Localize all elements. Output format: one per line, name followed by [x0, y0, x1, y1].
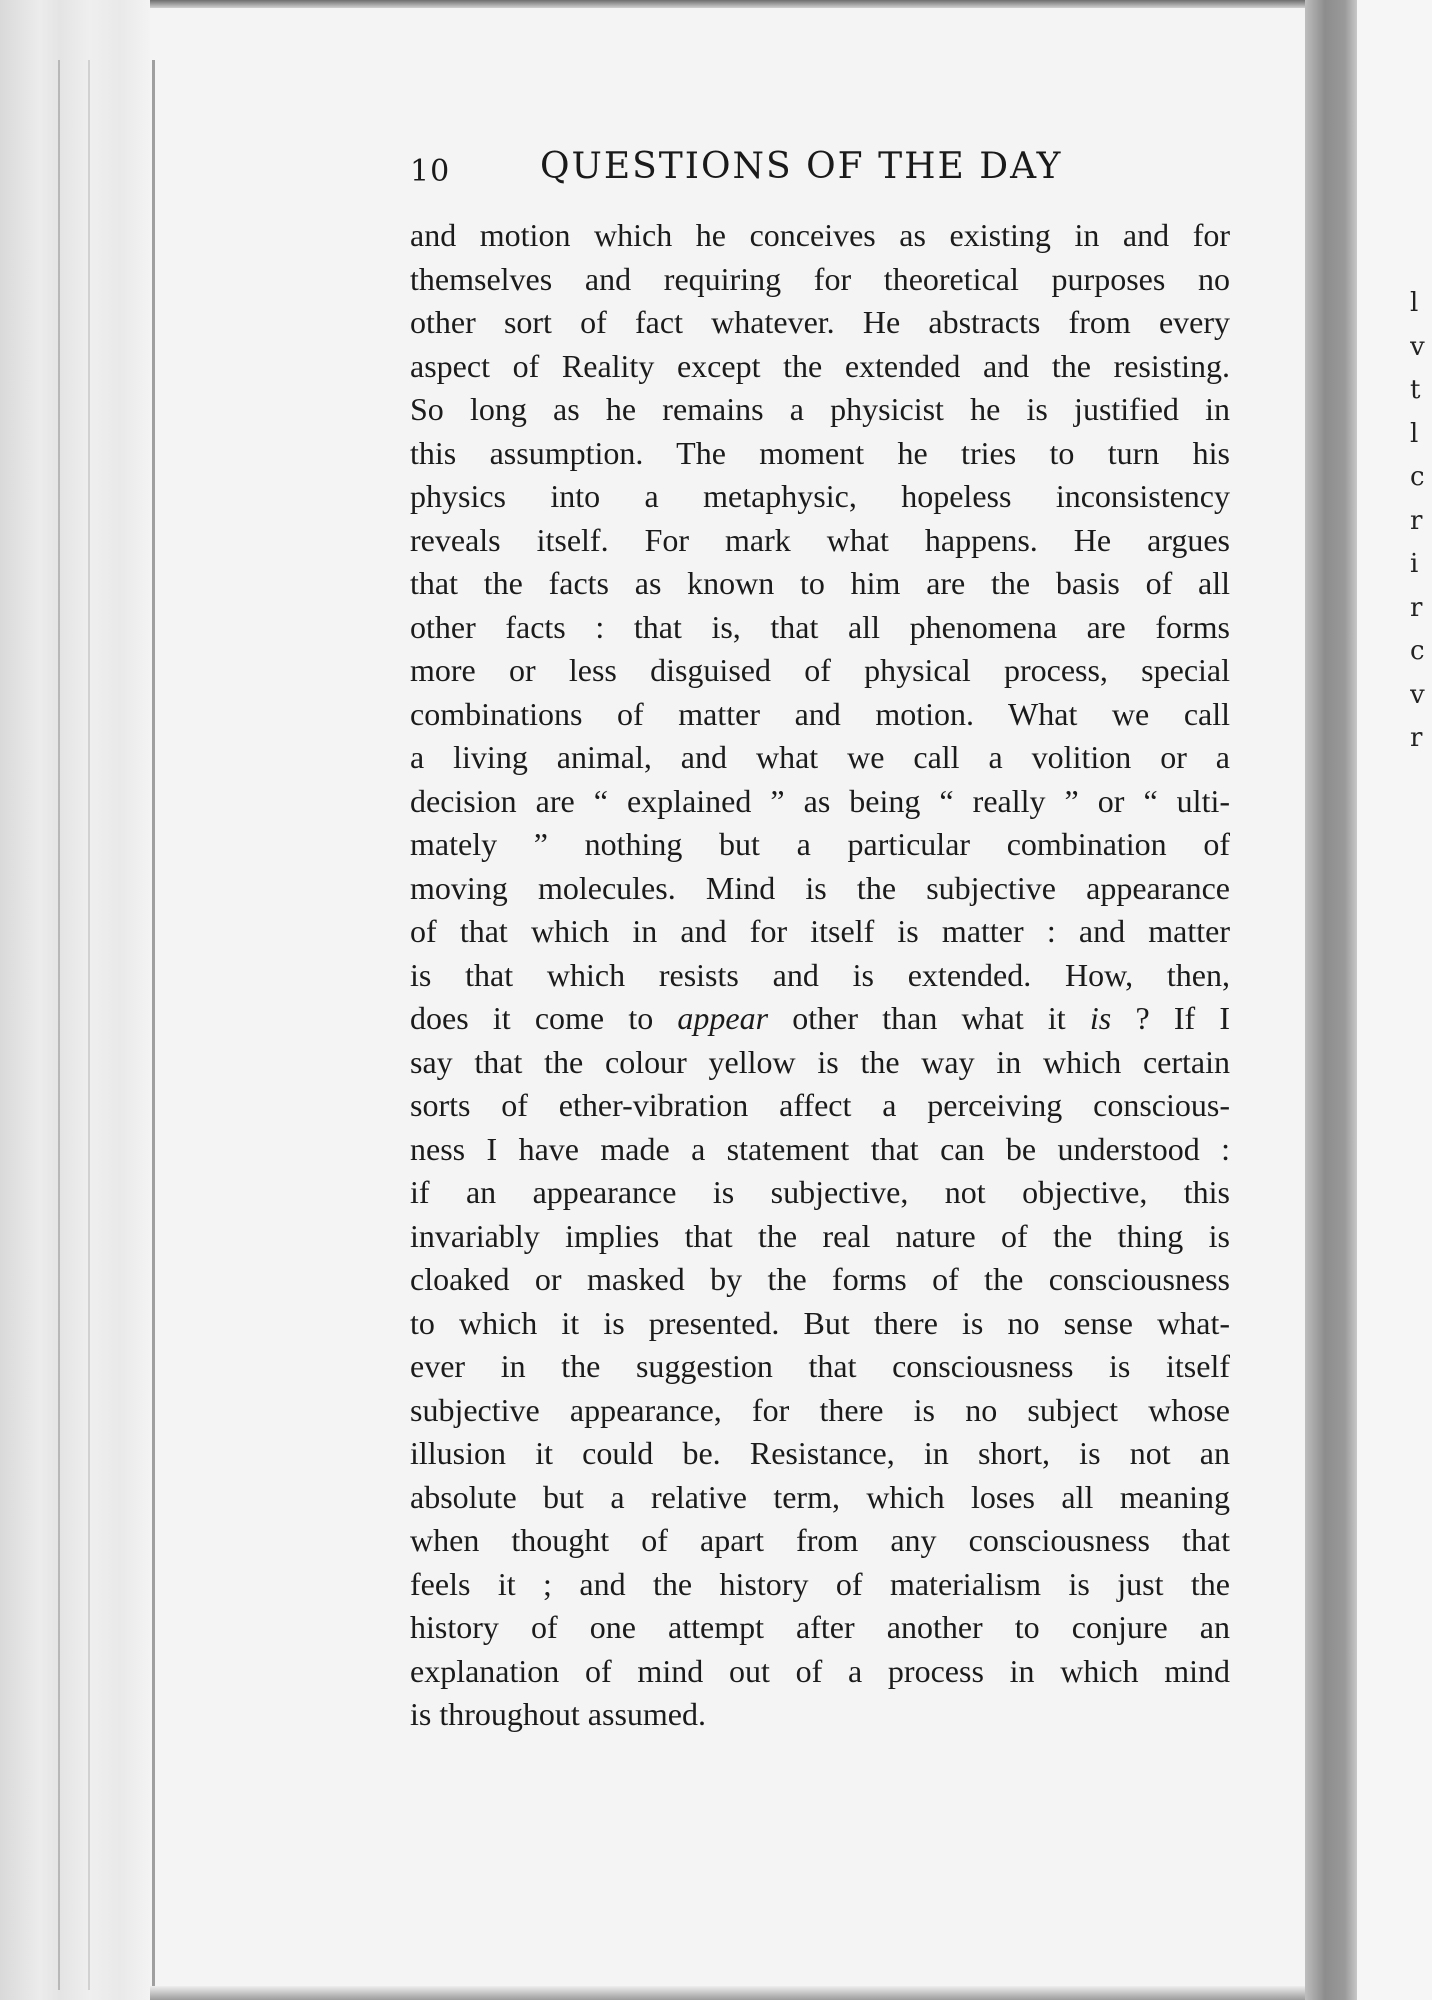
text-line: more or less disguised of physical process, special — [410, 652, 1230, 688]
text-line: decision are “ explained ” as being “ really ” or “ ulti- — [410, 782, 1230, 819]
facing-letter: r — [1410, 723, 1423, 753]
text-line: sorts of ether-vibration affect a perceiving conscious- — [410, 1087, 1230, 1123]
text-line: combinations of matter and motion. What we call — [410, 695, 1230, 732]
facing-letter: l — [1410, 288, 1419, 318]
text-line: ever in the suggestion that consciousness is itself — [410, 1348, 1230, 1384]
page-number: 10 — [410, 154, 451, 189]
facing-letter: r — [1410, 505, 1423, 536]
text-line: history of one attempt after another to conjure an — [410, 1609, 1230, 1645]
facing-letter: c — [1410, 636, 1425, 666]
facing-page-text — [1410, 282, 1432, 761]
text-line: aspect of Reality except the extended and the resisting. — [410, 347, 1230, 384]
facing-letter: l — [1410, 418, 1419, 449]
facing-letter: r — [1410, 592, 1423, 623]
body-text — [410, 214, 1230, 1737]
text-line: illusion it could be. Resistance, in short, is not an — [410, 1435, 1230, 1471]
text-line: cloaked or masked by the forms of the consciousness — [410, 1261, 1230, 1297]
page-header — [410, 146, 1230, 196]
text-segment: ? If I — [1111, 1000, 1230, 1036]
text-line: moving molecules. Mind is the subjective appearance — [410, 869, 1230, 906]
running-head: QUESTIONS OF THE DAY — [540, 146, 1063, 187]
text-line-with-italics — [410, 997, 1230, 1041]
text-line: mately ” nothing but a particular combination of — [410, 826, 1230, 862]
bottom-edge — [150, 1986, 1310, 2000]
text-line: themselves and requiring for theoretical purposes no — [410, 260, 1230, 297]
text-line: this assumption. The moment he tries to turn his — [410, 434, 1230, 471]
text-line: reveals itself. For mark what happens. He argues — [410, 521, 1230, 558]
text-line: of that which in and for itself is matter : and matter — [410, 913, 1230, 949]
text-line: So long as he remains a physicist he is justified in — [410, 391, 1230, 427]
text-segment: does it come to — [410, 1000, 678, 1036]
text-line: is that which resists and is extended. How, then, — [410, 956, 1230, 993]
page-edge-line — [88, 60, 90, 1990]
text-line: ness I have made a statement that can be understood : — [410, 1130, 1230, 1167]
page-edge-line — [58, 60, 60, 1990]
facing-letter: v — [1410, 679, 1425, 710]
top-edge — [0, 0, 1432, 8]
facing-letter: v — [1410, 331, 1425, 362]
text-line: other facts : that is, that all phenomena are forms — [410, 608, 1230, 645]
text-line: a living animal, and what we call a volition or a — [410, 739, 1230, 775]
italic-word: appear — [677, 1000, 769, 1036]
text-line: subjective appearance, for there is no subject whose — [410, 1391, 1230, 1428]
text-line: is throughout assumed. — [410, 1696, 706, 1732]
facing-letter: t — [1410, 375, 1421, 405]
text-line: say that the colour yellow is the way in which certain — [410, 1043, 1230, 1080]
text-line: other sort of fact whatever. He abstracts from every — [410, 304, 1230, 340]
text-line: when thought of apart from any consciousness that — [410, 1522, 1230, 1558]
gutter-shadow — [1305, 0, 1357, 2000]
facing-letter: c — [1410, 462, 1425, 492]
text-line: if an appearance is subjective, not objective, this — [410, 1174, 1230, 1210]
text-line: and motion which he conceives as existing in and for — [410, 217, 1230, 253]
text-line: to which it is presented. But there is no sense what- — [410, 1304, 1230, 1341]
facing-letter: i — [1410, 549, 1419, 579]
text-line: feels it ; and the history of materialism is just the — [410, 1565, 1230, 1602]
text-line: physics into a metaphysic, hopeless inconsistency — [410, 478, 1230, 514]
page-edge-line — [152, 60, 155, 1990]
text-line: invariably implies that the real nature of the thing is — [410, 1217, 1230, 1254]
text-segment: other than what it — [768, 1000, 1090, 1036]
book-left-edge — [0, 0, 150, 2000]
text-line: that the facts as known to him are the basis of all — [410, 565, 1230, 601]
italic-word: is — [1089, 1000, 1112, 1036]
text-line: explanation of mind out of a process in which mind — [410, 1652, 1230, 1689]
text-line: absolute but a relative term, which loses all meaning — [410, 1478, 1230, 1515]
